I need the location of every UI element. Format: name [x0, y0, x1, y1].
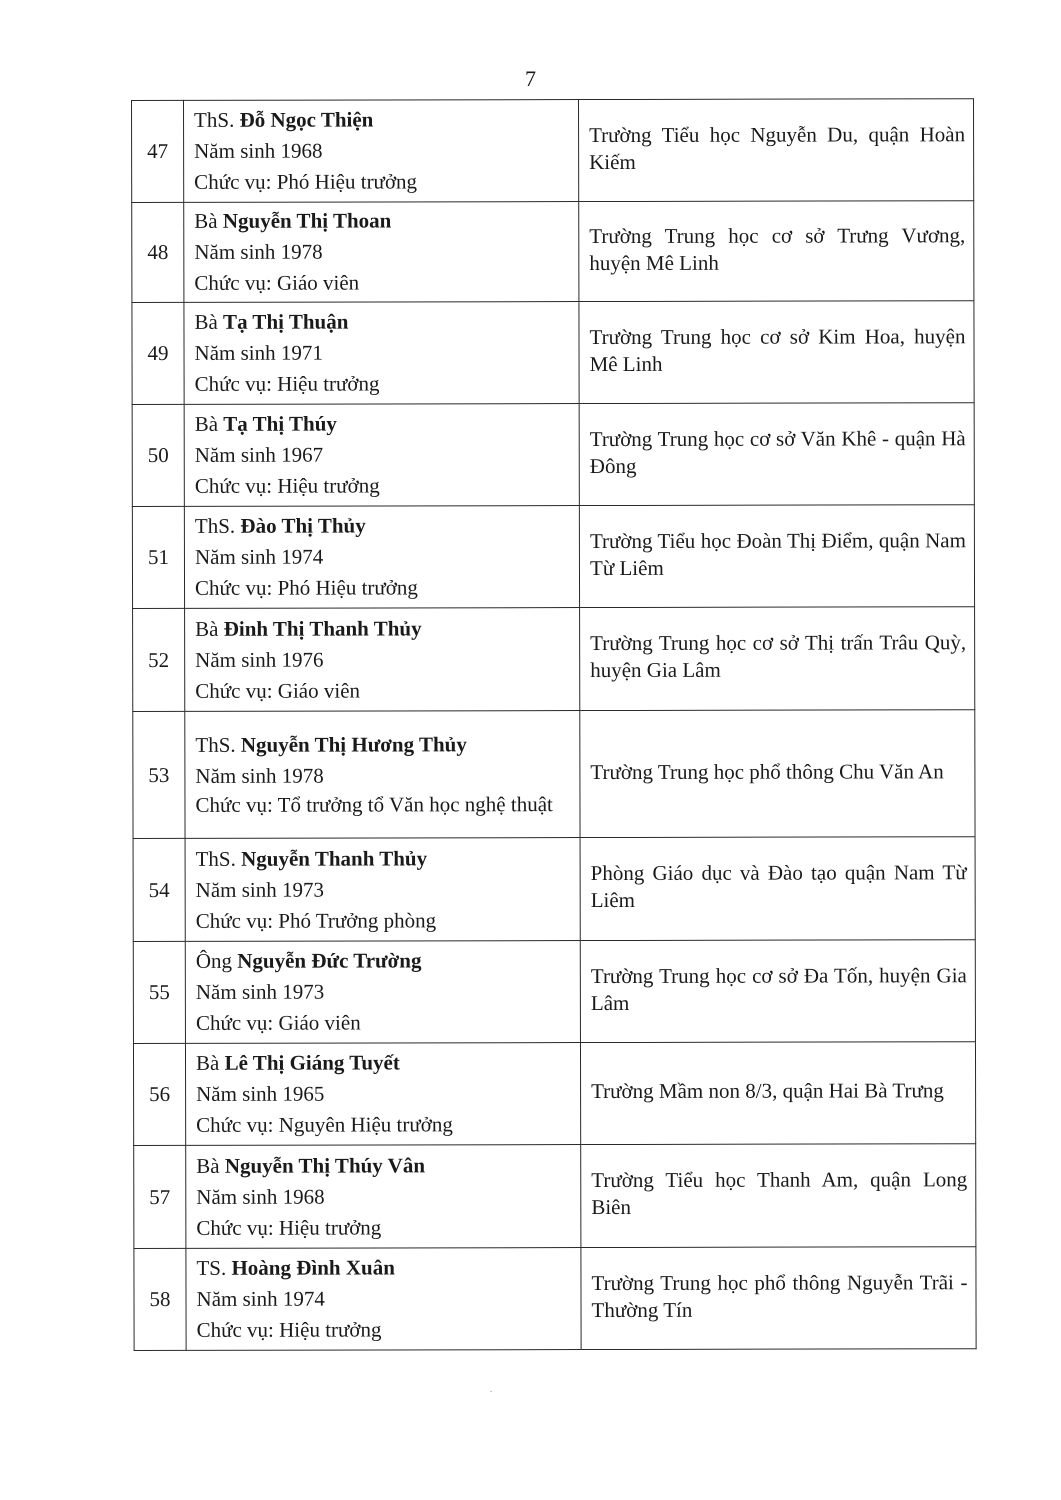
row-number: 53 — [133, 711, 185, 838]
row-number: 50 — [132, 404, 184, 506]
person-name-line — [194, 205, 570, 237]
person-cell — [184, 506, 579, 609]
person-title: ThS. — [194, 107, 235, 132]
organization: Trường Trung học cơ sở Thị trấn Trâu Quỳ, huyện Gia Lâm — [580, 607, 975, 711]
scan-speck — [490, 1391, 492, 1392]
table-row — [133, 607, 975, 712]
birth-year: Năm sinh 1978 — [195, 763, 324, 788]
job-position: Chức vụ: Giáo viên — [194, 270, 360, 295]
person-name: Nguyễn Thị Thúy Vân — [224, 1152, 426, 1178]
person-name: Tạ Thị Thuận — [223, 309, 349, 334]
person-title: Bà — [194, 309, 218, 334]
birth-year: Năm sinh 1976 — [195, 647, 324, 672]
job-position: Chức vụ: Hiệu trưởng — [196, 1317, 382, 1342]
person-name-line — [195, 613, 571, 645]
organization: Trường Trung học cơ sở Văn Khê - quận Hà Đông — [579, 403, 974, 506]
organization: Trường Tiểu học Đoàn Thị Điểm, quận Nam Từ Liêm — [579, 505, 974, 608]
row-number: 52 — [133, 608, 185, 711]
table-row — [132, 201, 974, 303]
table-row — [132, 403, 974, 507]
person-cell — [184, 302, 579, 405]
birth-year: Năm sinh 1974 — [194, 544, 324, 569]
organization: Trường Trung học phổ thông Chu Văn An — [580, 710, 975, 838]
person-name-line — [196, 1047, 572, 1079]
person-title: Bà — [194, 411, 219, 436]
organization: Trường Trung học cơ sở Kim Hoa, huyện Mê Linh — [579, 301, 974, 404]
row-number: 58 — [134, 1248, 186, 1350]
table-row — [134, 1144, 976, 1249]
person-cell — [185, 1043, 580, 1146]
person-name-line — [195, 510, 571, 542]
birth-year: Năm sinh 1971 — [194, 340, 323, 365]
page-number: 7 — [525, 66, 536, 91]
row-number: 54 — [133, 838, 185, 941]
row-number: 51 — [132, 506, 184, 608]
person-name: Tạ Thị Thúy — [223, 411, 337, 436]
organization: Trường Tiểu học Thanh Am, quận Long Biên — [581, 1144, 976, 1248]
person-name: Đào Thị Thủy — [240, 513, 366, 538]
table-row — [133, 710, 975, 839]
organization: Trường Trung học cơ sở Đa Tốn, huyện Gia Lâm — [580, 940, 975, 1043]
table-row — [133, 837, 975, 942]
birth-year: Năm sinh 1968 — [194, 138, 323, 163]
job-position: Chức vụ: Phó Hiệu trưởng — [194, 169, 418, 194]
organization: Trường Trung học phổ thông Nguyễn Trãi - Thường Tín — [581, 1247, 976, 1350]
person-cell — [185, 711, 580, 839]
job-position: Chức vụ: Phó Hiệu trưởng — [194, 575, 418, 600]
person-name-line — [196, 1252, 572, 1284]
job-position: Chức vụ: Hiệu trưởng — [194, 371, 380, 396]
job-position: Chức vụ: Nguyên Hiệu trưởng — [196, 1112, 453, 1137]
person-name: Hoàng Đình Xuân — [231, 1255, 395, 1280]
person-name: Đỗ Ngọc Thiện — [239, 107, 374, 132]
organization: Phòng Giáo dục và Đào tạo quận Nam Từ Liêm — [580, 837, 975, 941]
row-number: 56 — [133, 1043, 185, 1145]
birth-year: Năm sinh 1978 — [194, 239, 323, 264]
person-title: ThS. — [195, 846, 236, 871]
table-row — [134, 1247, 976, 1351]
table-row — [132, 301, 974, 405]
person-cell — [185, 941, 580, 1044]
organization: Trường Tiểu học Nguyễn Du, quận Hoàn Kiếm — [579, 99, 974, 202]
person-name-line — [196, 843, 572, 875]
person-title: ThS. — [194, 513, 236, 538]
person-cell — [185, 838, 580, 942]
person-title: TS. — [196, 1255, 227, 1280]
job-position: Chức vụ: Tổ trưởng tổ Văn học nghệ thuật — [195, 791, 553, 817]
person-name: Nguyễn Thị Hương Thủy — [240, 731, 467, 757]
job-position: Chức vụ: Giáo viên — [195, 1010, 361, 1035]
job-position: Chức vụ: Giáo viên — [195, 678, 361, 703]
person-cell — [184, 404, 579, 507]
person-title: Bà — [195, 1050, 220, 1075]
person-name-line — [194, 306, 570, 338]
birth-year: Năm sinh 1974 — [196, 1286, 325, 1311]
row-number: 49 — [132, 302, 184, 404]
row-number: 55 — [133, 941, 185, 1043]
person-title: ThS. — [195, 732, 236, 757]
person-name-line — [195, 729, 571, 761]
person-title: Ông — [195, 948, 233, 973]
job-position: Chức vụ: Phó Trưởng phòng — [195, 907, 437, 933]
person-name-line — [194, 104, 570, 136]
row-number: 47 — [132, 100, 184, 202]
birth-year: Năm sinh 1968 — [196, 1184, 325, 1209]
person-name: Nguyễn Thị Thoan — [222, 208, 392, 233]
organization: Trường Mầm non 8/3, quận Hai Bà Trưng — [580, 1042, 975, 1145]
honoree-table — [131, 98, 977, 1351]
person-name-line — [196, 1150, 572, 1182]
person-name: Đinh Thị Thanh Thủy — [223, 615, 422, 641]
job-position: Chức vụ: Hiệu trưởng — [194, 473, 380, 498]
person-name: Lê Thị Giáng Tuyết — [224, 1050, 400, 1075]
birth-year: Năm sinh 1965 — [196, 1081, 325, 1106]
organization: Trường Trung học cơ sở Trưng Vương, huyện Mê Linh — [579, 201, 974, 302]
birth-year: Năm sinh 1967 — [194, 442, 324, 467]
person-name-line — [195, 408, 571, 440]
row-number: 57 — [134, 1145, 186, 1248]
table-row — [133, 940, 975, 1044]
person-cell — [184, 100, 579, 203]
person-title: Bà — [196, 1153, 220, 1178]
person-name: Nguyễn Thanh Thủy — [241, 845, 428, 871]
person-title: Bà — [194, 208, 218, 233]
honoree-table-body — [132, 99, 977, 1351]
person-name: Nguyễn Đức Trường — [237, 948, 422, 973]
job-position: Chức vụ: Hiệu trưởng — [196, 1214, 382, 1240]
birth-year: Năm sinh 1973 — [195, 979, 325, 1004]
person-cell — [186, 1248, 581, 1351]
person-cell — [186, 1145, 581, 1249]
person-name-line — [196, 945, 572, 977]
person-title: Bà — [195, 616, 219, 641]
row-number: 48 — [132, 202, 184, 302]
table-row — [132, 99, 974, 203]
birth-year: Năm sinh 1973 — [195, 877, 325, 902]
person-cell — [185, 608, 580, 712]
table-row — [133, 1042, 975, 1146]
person-cell — [184, 202, 579, 303]
table-row — [132, 505, 974, 609]
